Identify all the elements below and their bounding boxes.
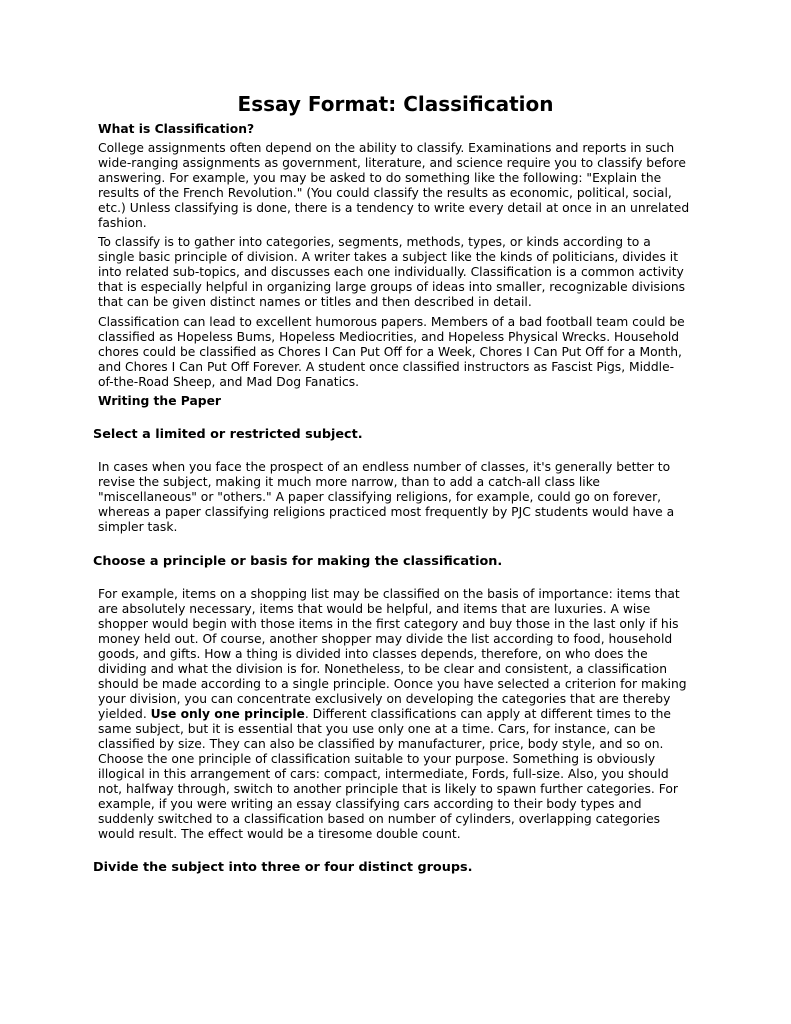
text-line: classified as Hopeless Bums, Hopeless Mediocrities, and Hopeless Physical Wrecks. Household [98, 330, 680, 344]
page-title: Essay Format: Classification [237, 92, 554, 116]
text-run: yielded. [98, 707, 151, 721]
text-line: whereas a paper classifying religions practiced most frequently by PJC students would have a [98, 505, 675, 519]
text-line: Classification can lead to excellent humorous papers. Members of a bad football team could be [98, 315, 685, 329]
text-line: classified by size. They can also be classified by manufacturer, price, body style, and so on. [98, 737, 664, 751]
text-line: example, if you were writing an essay classifying cars according to their body types and [98, 797, 642, 811]
text-line: of-the-Road Sheep, and Mad Dog Fanatics. [98, 375, 360, 389]
text-line: that is especially helpful in organizing large groups of ideas into smaller, recognizable divisions [98, 280, 686, 294]
paragraph-intro [98, 141, 689, 231]
text-line: results of the French Revolution." (You could classify the results as economic, political, social, [98, 186, 672, 200]
paragraph-endless-classes [98, 460, 674, 535]
heading-writing-the-paper: Writing the Paper [98, 394, 221, 408]
text-line: not, halfway through, switch to another principle that is likely to spawn further categories. For [98, 782, 678, 796]
text-line-emphasis [98, 707, 687, 722]
paragraph-humorous [98, 315, 685, 390]
text-line: To classify is to gather into categories, segments, methods, types, or kinds according to a [98, 235, 651, 249]
paragraph-definition [98, 235, 685, 310]
text-line: goods, and gifts. How a thing is divided into classes depends, therefore, on who does the [98, 647, 648, 661]
text-line: In cases when you face the prospect of an endless number of classes, it's generally better to [98, 460, 671, 474]
text-line: are absolutely necessary, items that would be helpful, and items that are luxuries. A wise [98, 602, 651, 616]
text-line: illogical in this arrangement of cars: compact, intermediate, Fords, full-size. Also, you should [98, 767, 669, 781]
text-line: simpler task. [98, 520, 178, 534]
text-line: etc.) Unless classifying is done, there is a tendency to write every detail at once in an unrelated [98, 201, 690, 215]
text-line: wide-ranging assignments as government, literature, and science require you to classify before [98, 156, 686, 170]
text-line: College assignments often depend on the ability to classify. Examinations and reports in such [98, 141, 675, 155]
text-line: dividing and what the division is for. Nonetheless, to be clear and consistent, a classification [98, 662, 667, 676]
text-line: into related sub-topics, and discusses each one individually. Classification is a common activity [98, 265, 684, 279]
text-line: fashion. [98, 216, 147, 230]
text-line: chores could be classified as Chores I Can Put Off for a Week, Chores I Can Put Off for a Month, [98, 345, 682, 359]
subheading-choose-principle: Choose a principle or basis for making the classification. [93, 554, 503, 569]
text-line: your division, you can concentrate exclusively on developing the categories that are thereby [98, 692, 671, 706]
text-line: would result. The effect would be a tiresome double count. [98, 827, 461, 841]
paragraph-shopping-list [98, 587, 687, 842]
emphasis-use-one-principle: Use only one principle [150, 707, 305, 721]
text-line: money held out. Of course, another shopper may divide the list according to food, household [98, 632, 673, 646]
text-line: For example, items on a shopping list may be classified on the basis of importance: items that [98, 587, 680, 601]
subheading-select-subject: Select a limited or restricted subject. [93, 427, 363, 442]
text-line: "miscellaneous" or "others." A paper classifying religions, for example, could go on forever, [98, 490, 662, 504]
text-line: that can be given distinct names or titles and then described in detail. [98, 295, 532, 309]
text-line: answering. For example, you may be asked to do something like the following: "Explain the [98, 171, 662, 185]
text-line: revise the subject, making it much more narrow, than to add a catch-all class like [98, 475, 600, 489]
text-line: shopper would begin with those items in the first category and buy those in the last only if his [98, 617, 679, 631]
text-line: Choose the one principle of classification suitable to your purpose. Something is obviously [98, 752, 656, 766]
text-line: suddenly switched to a classification based on number of cylinders, overlapping categories [98, 812, 661, 826]
text-line: and Chores I Can Put Off Forever. A student once classified instructors as Fascist Pigs, Middle- [98, 360, 675, 374]
text-line: single basic principle of division. A writer takes a subject like the kinds of politicians, divides it [98, 250, 679, 264]
subheading-divide-subject: Divide the subject into three or four distinct groups. [93, 860, 473, 875]
text-run: . Different classifications can apply at different times to the [304, 707, 671, 721]
text-line: same subject, but it is essential that you use only one at a time. Cars, for instance, can be [98, 722, 656, 736]
text-line: should be made according to a single principle. Oonce you have selected a criterion for making [98, 677, 687, 691]
heading-what-is-classification: What is Classification? [98, 122, 255, 136]
